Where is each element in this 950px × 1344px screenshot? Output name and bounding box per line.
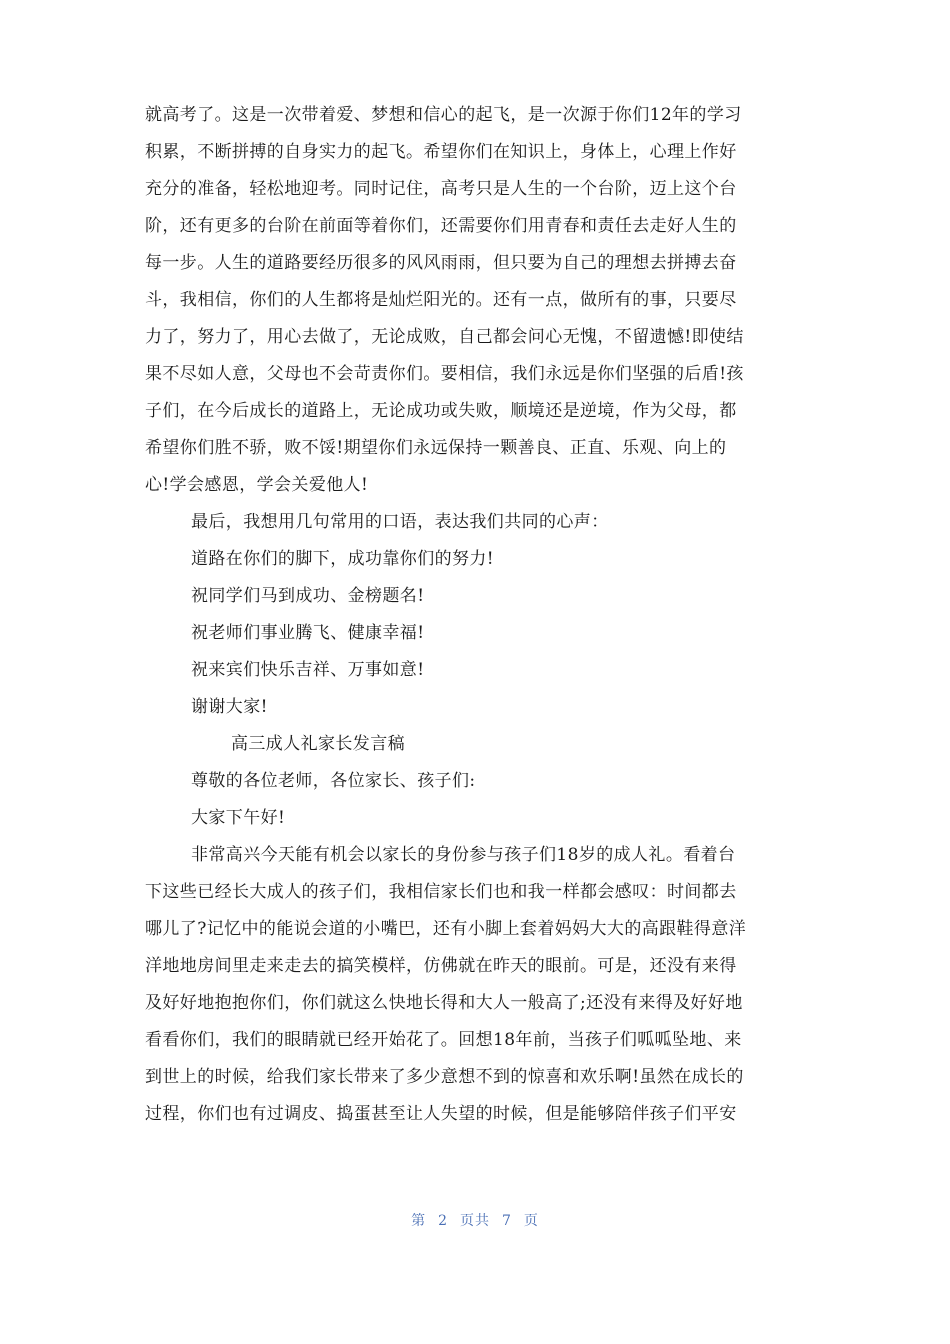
text-line: 大家下午好! <box>191 808 286 828</box>
text-line: 洋地地房间里走来走去的搞笑模样，仿佛就在昨天的眼前。可是，还没有来得 <box>145 956 737 976</box>
document-body <box>145 97 810 1133</box>
text-line: 力了，努力了，用心去做了，无论成败，自己都会问心无愧，不留遗憾!即使结 <box>145 327 744 347</box>
page-footer <box>0 1210 950 1230</box>
text-line: 斗，我相信，你们的人生都将是灿烂阳光的。还有一点，做所有的事，只要尽 <box>145 290 737 310</box>
text-line: 看看你们，我们的眼睛就已经开始花了。回想18年前，当孩子们呱呱坠地、来 <box>145 1030 742 1050</box>
text-line: 下这些已经长大成人的孩子们，我相信家长们也和我一样都会感叹：时间都去 <box>145 882 737 902</box>
section-title: 高三成人礼家长发言稿 <box>231 734 405 754</box>
text-line: 非常高兴今天能有机会以家长的身份参与孩子们18岁的成人礼。看着台 <box>191 845 736 865</box>
text-line: 充分的准备，轻松地迎考。同时记住，高考只是人生的一个台阶，迈上这个台 <box>145 179 737 199</box>
text-line: 希望你们胜不骄，败不馁!期望你们永远保持一颗善良、正直、乐观、向上的 <box>145 438 727 458</box>
text-line: 就高考了。这是一次带着爱、梦想和信心的起飞，是一次源于你们12年的学习 <box>145 105 742 125</box>
text-line: 每一步。人生的道路要经历很多的风风雨雨，但只要为自己的理想去拼搏去奋 <box>145 253 737 273</box>
footer-middle: 页共 <box>460 1213 490 1229</box>
footer-prefix: 第 <box>411 1213 427 1229</box>
text-line: 祝来宾们快乐吉祥、万事如意! <box>191 660 425 680</box>
text-line: 祝同学们马到成功、金榜题名! <box>191 586 425 606</box>
text-line: 最后，我想用几句常用的口语，表达我们共同的心声： <box>191 512 609 532</box>
text-line: 到世上的时候，给我们家长带来了多少意想不到的惊喜和欢乐啊!虽然在成长的 <box>145 1067 744 1087</box>
text-line: 心!学会感恩，学会关爱他人! <box>145 475 369 495</box>
text-line: 祝老师们事业腾飞、健康幸福! <box>191 623 425 643</box>
text-line: 过程，你们也有过调皮、捣蛋甚至让人失望的时候，但是能够陪伴孩子们平安 <box>145 1104 737 1124</box>
text-line: 阶，还有更多的台阶在前面等着你们，还需要你们用青春和责任去走好人生的 <box>145 216 737 236</box>
text-line: 尊敬的各位老师，各位家长、孩子们: <box>191 771 476 791</box>
footer-page-number: 2 <box>438 1213 448 1229</box>
text-line: 谢谢大家! <box>191 697 268 717</box>
text-line: 子们，在今后成长的道路上，无论成功或失败，顺境还是逆境，作为父母，都 <box>145 401 737 421</box>
footer-suffix: 页 <box>523 1213 539 1229</box>
text-line: 果不尽如人意，父母也不会苛责你们。要相信，我们永远是你们坚强的后盾!孩 <box>145 364 744 384</box>
text-line: 及好好地抱抱你们，你们就这么快地长得和大人一般高了;还没有来得及好好地 <box>145 993 743 1013</box>
text-line: 哪儿了?记忆中的能说会道的小嘴巴，还有小脚上套着妈妈大大的高跟鞋得意洋 <box>145 919 747 939</box>
footer-total-pages: 7 <box>502 1213 512 1229</box>
text-line: 积累，不断拼搏的自身实力的起飞。希望你们在知识上，身体上，心理上作好 <box>145 142 737 162</box>
text-line: 道路在你们的脚下，成功靠你们的努力! <box>191 549 495 569</box>
